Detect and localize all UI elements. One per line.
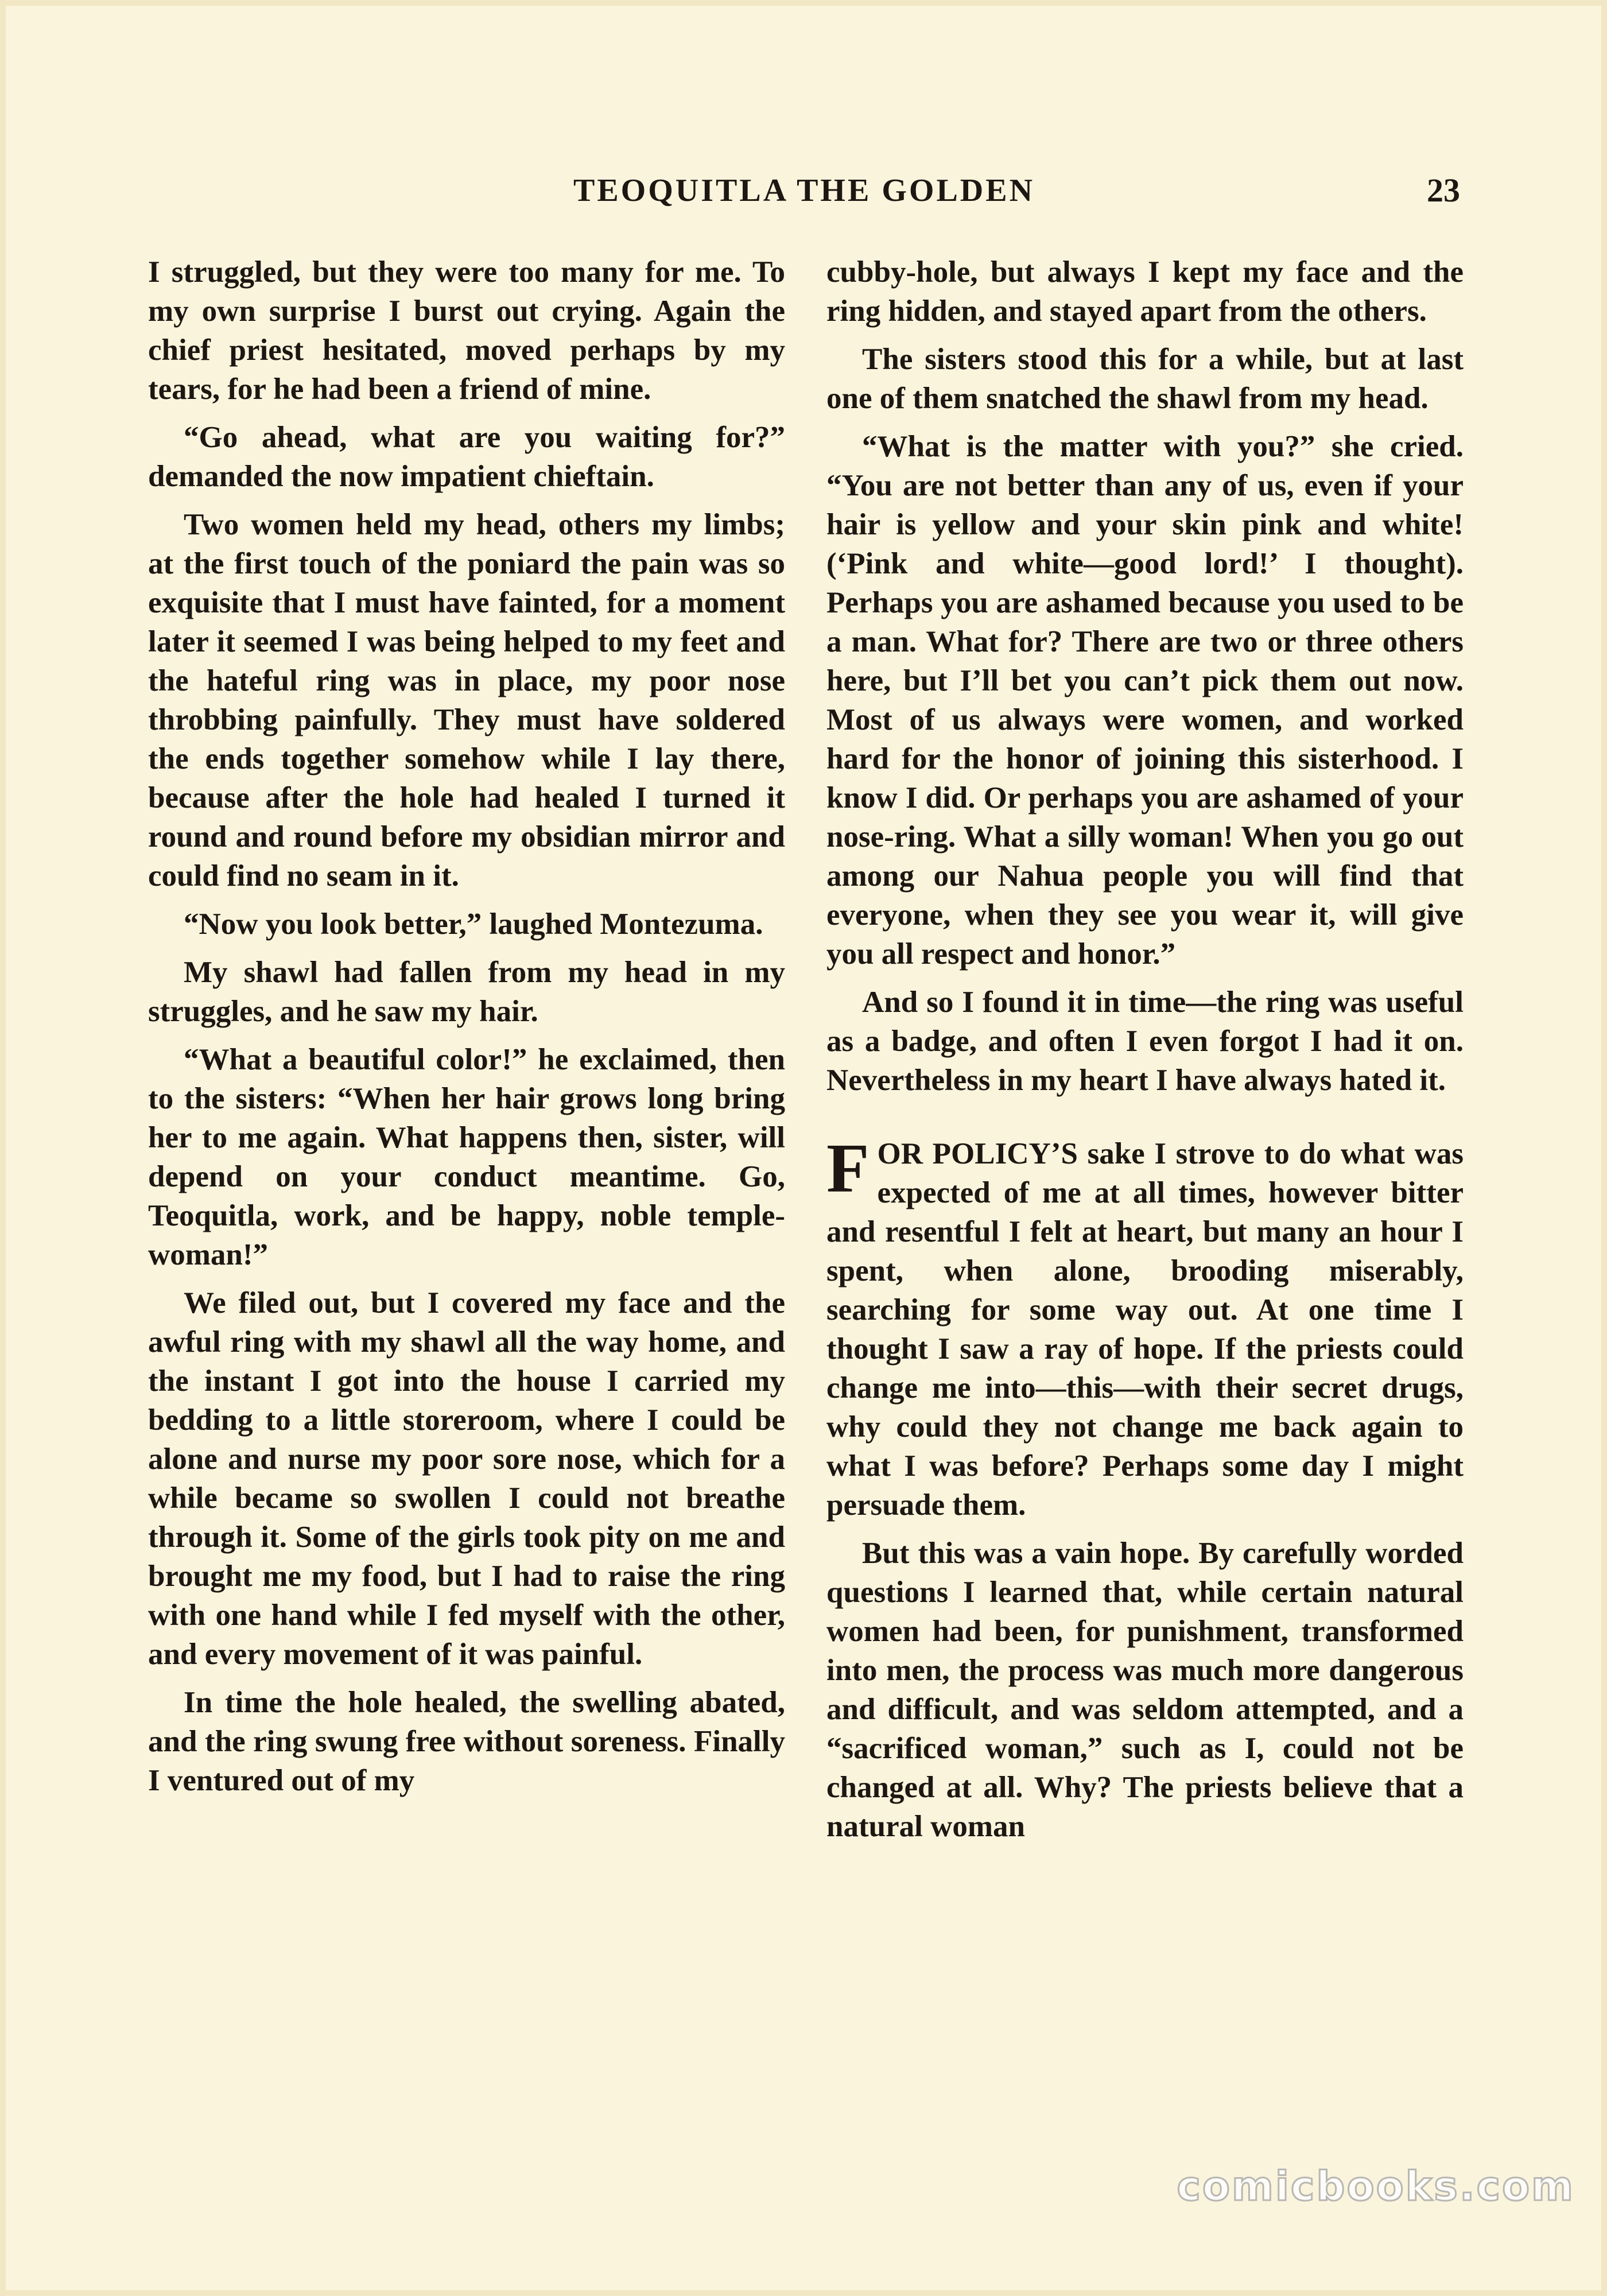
continued-paragraph: cubby-hole, but always I kept my face and the ring hidden, and stayed apart from the others. (826, 255, 1464, 328)
paragraph: “Now you look better,” laughed Montezuma. (184, 907, 763, 941)
paragraph: I struggled, but they were too many for me. To my own surprise I burst out crying. Again the chief priest hesitated, moved perhaps by my tears, for he had been a friend of mine. (148, 255, 785, 406)
running-head (148, 168, 1460, 214)
right-column (826, 253, 1464, 1855)
paragraph: My shawl had fallen from my head in my struggles, and he saw my hair. (148, 956, 785, 1028)
watermark: comicbooks.com (1177, 2163, 1575, 2210)
paragraph: The sisters stood this for a while, but at last one of them snatched the shawl from my head. (826, 343, 1464, 415)
section-opening-text: OR POLICY’S sake I strove to do what was expected of me at all times, however bitter and resentful I felt at heart, but many an hour I spent, when alone, brooding miserably, searching for some way out. At one time I thought I saw a ray of hope. If the priests could change me into—this—with their secret drugs, why could they not change me back again to what I was before? Perhaps some day I might persuade them. (826, 1137, 1464, 1522)
drop-cap: F (826, 1130, 870, 1207)
left-column (148, 253, 785, 1809)
page-title: TEOQUITLA THE GOLDEN (573, 173, 1035, 208)
paragraph: And so I found it in time—the ring was useful as a badge, and often I even forgot I had it on. Nevertheless in my heart I have always hated it. (826, 986, 1464, 1097)
paragraph: Two women held my head, others my limbs; at the first touch of the poniard the pain was so exquisite that I must have fainted, for a moment later it seemed I was being helped to my feet and the hateful ring was in place, my poor nose throbbing painfully. They must have soldered the ends together somehow while I lay there, because after the hole had healed I turned it round and round before my obsidian mirror and could find no seam in it. (148, 508, 785, 893)
paragraph: But this was a vain hope. By carefully worded questions I learned that, while certain natural women had been, for punishment, transformed into men, the process was much more dangerous and difficult, and was seldom attempted, and a “sacrificed woman,” such as I, could not be changed at all. Why? The priests believe that a natural woman (826, 1537, 1464, 1843)
paragraph: In time the hole healed, the swelling abated, and the ring swung free without soreness. Finally I ventured out of my (148, 1686, 785, 1797)
section-opening-paragraph (826, 1130, 1464, 1525)
paragraph: We filed out, but I covered my face and the awful ring with my shawl all the way home, and the instant I got into the house I carried my bedding to a little storeroom, where I could be alone and nurse my poor sore nose, which for a while became so swollen I could not breathe through it. Some of the girls took pity on me and brought me my food, but I had to raise the ring with one hand while I fed myself with the other, and every movement of it was painful. (148, 1286, 785, 1671)
paragraph: “What is the matter with you?” she cried. “You are not better than any of us, even if your hair is yellow and your skin pink and white! (‘Pink and white—good lord!’ I thought). Perhaps you are ashamed because you used to be a man. What for? There are two or three others here, but I’ll bet you can’t pick them out now. Most of us always were women, and worked hard for the honor of joining this sisterhood. I know I did. Or perhaps you are ashamed of your nose-ring. What a silly woman! When you go out among our Nahua people you will find that everyone, when they see you wear it, will give you all respect and honor.” (826, 430, 1464, 971)
paragraph: “Go ahead, what are you waiting for?” demanded the now impatient chieftain. (148, 421, 785, 493)
page-number: 23 (1427, 172, 1460, 209)
paragraph: “What a beautiful color!” he exclaimed, then to the sisters: “When her hair grows long bring her to me again. What happens then, sister, will depend on your conduct meantime. Go, Teoquitla, work, and be happy, noble temple-woman!” (148, 1043, 785, 1271)
